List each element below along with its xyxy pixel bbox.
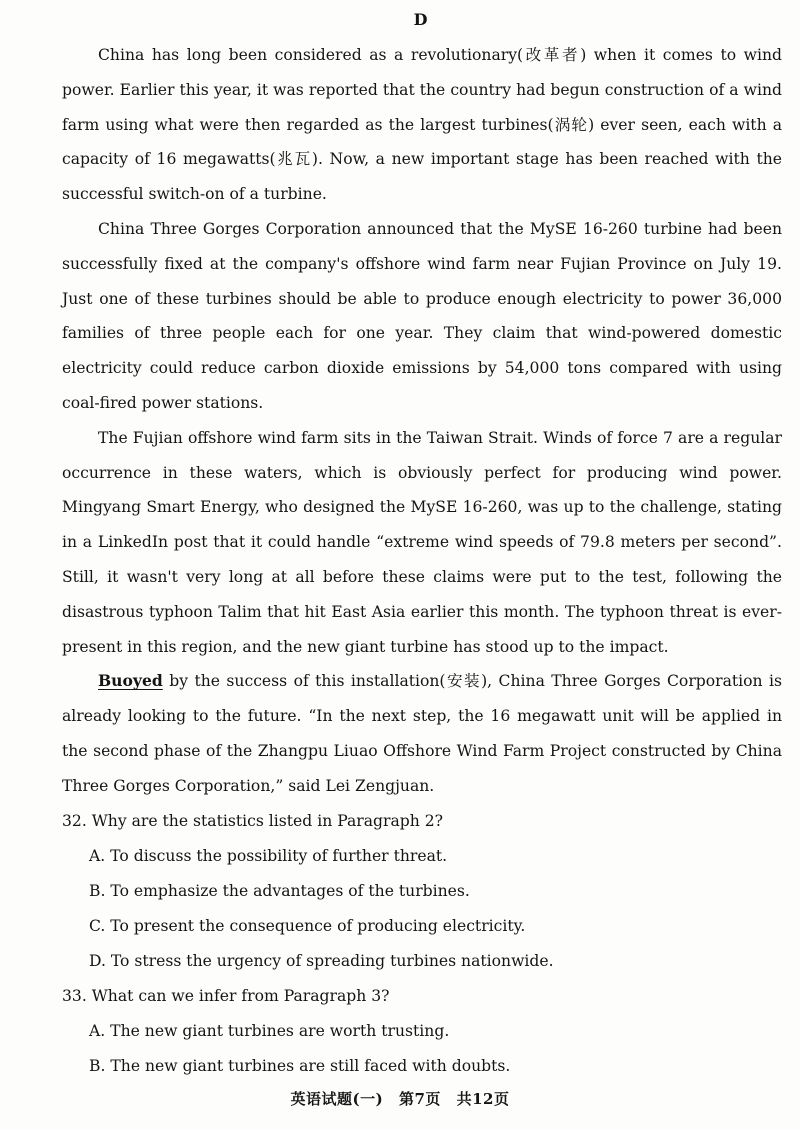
option-d: D. To stress the urgency of spreading turbines nationwide.	[89, 952, 554, 970]
reading-passage	[62, 38, 782, 804]
footer-total-pages: 共12页	[456, 1090, 510, 1108]
option-a: A. To discuss the possibility of further threat.	[89, 847, 448, 865]
paragraph-3: The Fujian offshore wind farm sits in the Taiwan Strait. Winds of force 7 are a regular occurrence in these waters, which is obviously perfect for producing wind power. Mingyang Smart Energy, who designed the MySE 16-260, was up to the challenge, stating in a LinkedIn post that it could handle “extreme wind speeds of 79.8 meters per second”. Still, it wasn't very long at all before these claims were put to the test, following the disastrous typhoon Talim that hit East Asia earlier this month. The typhoon threat is ever-present in this region, and the new giant turbine has stood up to the impact.	[62, 428, 782, 656]
paragraph-4	[62, 664, 782, 803]
paragraph-1: China has long been considered as a revolutionary(改革者) when it comes to wind power. Earlier this year, it was reported that the country had begun construction of a wind farm using what were then regarded as the largest turbines(涡轮) ever seen, each with a capacity of 16 megawatts(兆瓦). Now, a new important stage has been reached with the successful switch-on of a turbine.	[62, 46, 782, 204]
question-33	[62, 979, 782, 1084]
page-footer	[0, 1088, 800, 1109]
option-b: B. To emphasize the advantages of the turbines.	[89, 882, 470, 900]
question-stem: 32. Why are the statistics listed in Paragraph 2?	[62, 812, 444, 830]
section-letter: D	[413, 10, 429, 29]
option-c: C. To present the consequence of producing electricity.	[89, 917, 526, 935]
paragraph-4-text: by the success of this installation(安装), China Three Gorges Corporation is already looking to the future. “In the next step, the 16 megawatt unit will be applied in the second phase of the Zhangpu Liuao Offshore Wind Farm Project constructed by China Three Gorges Corporation,” said Lei Zengjuan.	[62, 672, 782, 795]
footer-page-number: 第7页	[398, 1090, 441, 1108]
question-list	[62, 804, 782, 1084]
underlined-word: Buoyed	[98, 671, 163, 691]
footer-subject: 英语试题(一)	[290, 1090, 384, 1108]
question-32	[62, 804, 782, 979]
paragraph-2: China Three Gorges Corporation announced that the MySE 16-260 turbine had been successfully fixed at the company's offshore wind farm near Fujian Province on July 19. Just one of these turbines should be able to produce enough electricity to power 36,000 families of three people each for one year. They claim that wind-powered domestic electricity could reduce carbon dioxide emissions by 54,000 tons compared with using coal-fired power stations.	[62, 219, 782, 412]
option-b: B. The new giant turbines are still faced with doubts.	[89, 1057, 511, 1075]
option-a: A. The new giant turbines are worth trusting.	[89, 1022, 450, 1040]
question-stem: 33. What can we infer from Paragraph 3?	[62, 987, 390, 1005]
